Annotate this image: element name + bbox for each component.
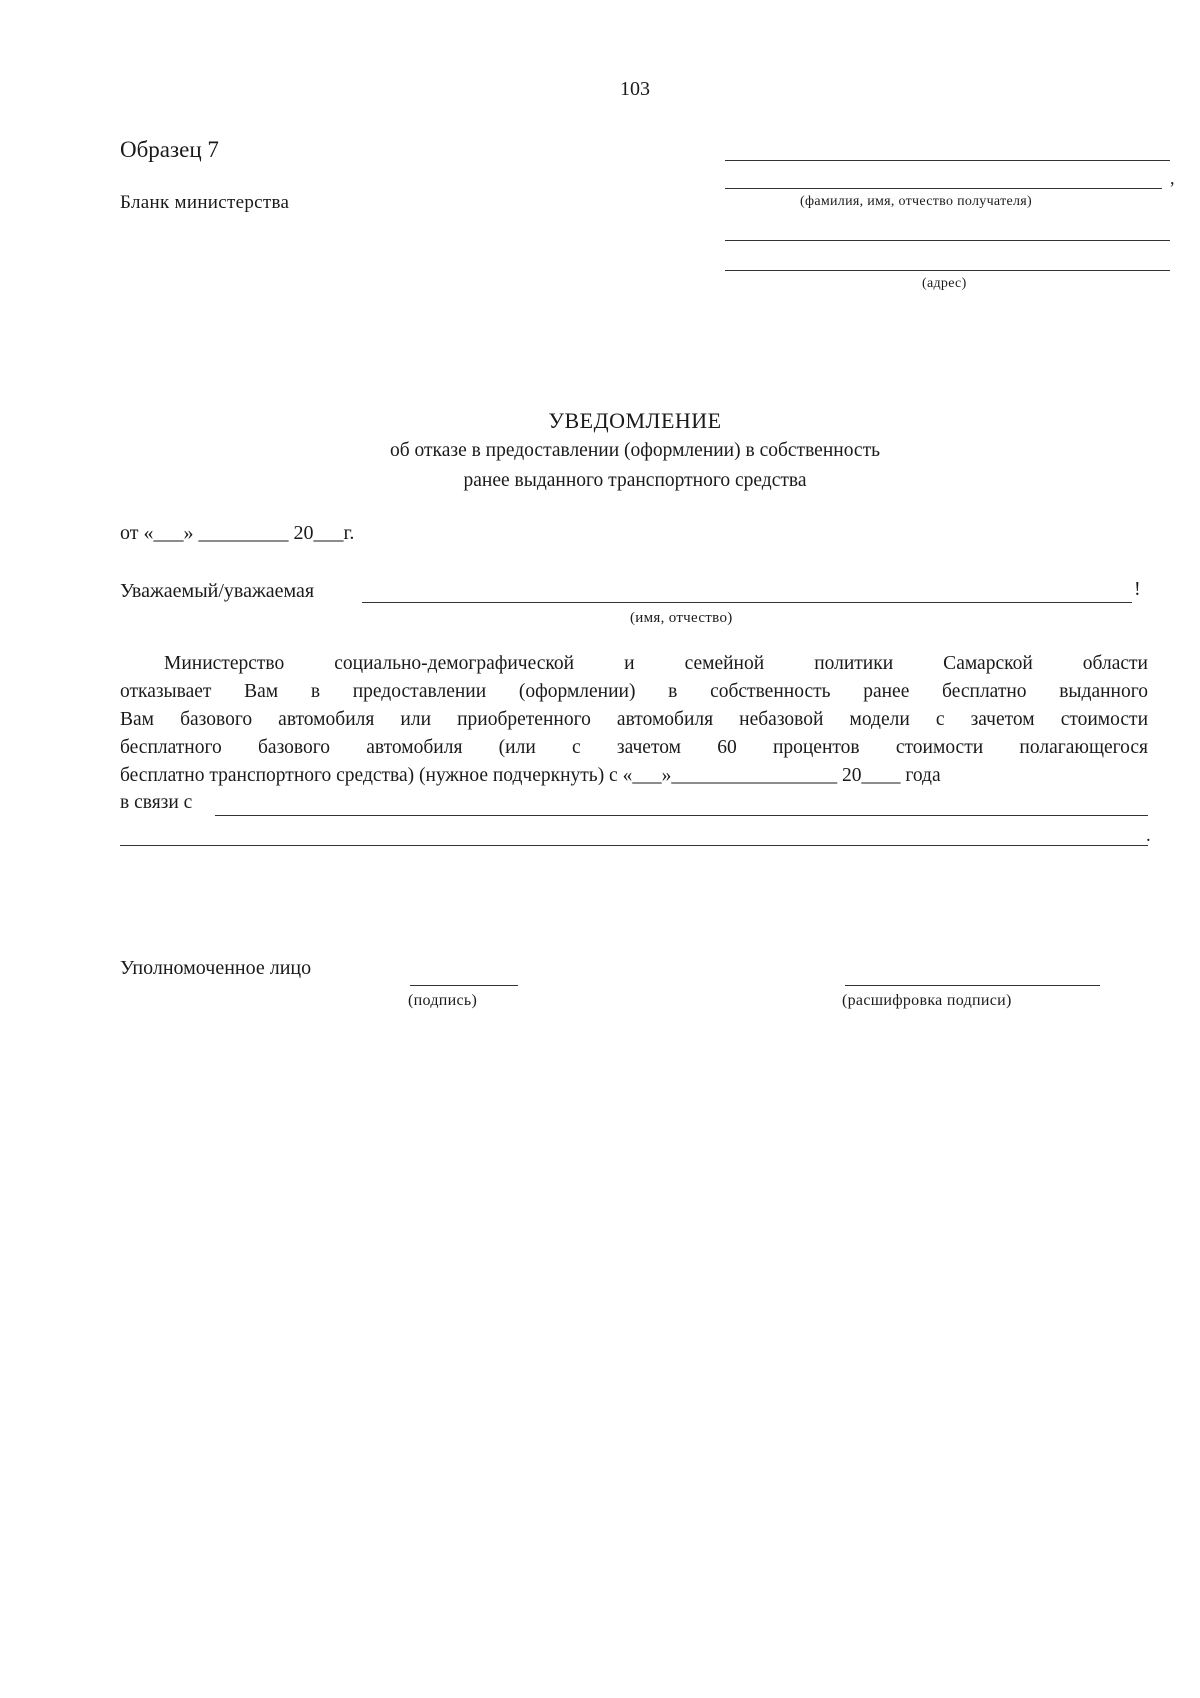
greeting-exclamation: ! — [1134, 578, 1141, 600]
reason-label: в связи с — [120, 792, 193, 813]
body-line-5: бесплатно транспортного средства) (нужное подчеркнуть) с «___»_________________ 20____ года — [120, 765, 941, 786]
body-line-2: отказывает Вам в предоставлении (оформлении) в собственность ранее бесплатно выданного — [120, 681, 1148, 702]
body-line-3: Вам базового автомобиля или приобретенного автомобиля небазовой модели с зачетом стоимости — [120, 709, 1148, 730]
signature-decoding-line — [845, 985, 1100, 986]
recipient-line-2 — [725, 188, 1162, 189]
address-line-2 — [725, 270, 1170, 271]
body-paragraph — [120, 650, 1148, 790]
signature-line — [410, 985, 518, 986]
reason-period: . — [1146, 825, 1151, 846]
body-line-1: Министерство социально-демографической и семейной политики Самарской области — [164, 653, 1148, 674]
address-caption: (адрес) — [922, 276, 967, 291]
signature-decoding-caption: (расшифровка подписи) — [842, 992, 1012, 1009]
page-number: 103 — [620, 78, 650, 100]
reason-line-2 — [120, 845, 1148, 846]
date-line: от «___» _________ 20___г. — [120, 522, 355, 544]
document-subtitle-line-2: ранее выданного транспортного средства — [463, 470, 807, 491]
document-subtitle-line-1: об отказе в предоставлении (оформлении) в собственность — [389, 440, 881, 461]
body-line-4: бесплатного базового автомобиля (или с зачетом 60 процентов стоимости полагающегося — [120, 737, 1148, 758]
authorized-person-label: Уполномоченное лицо — [120, 957, 312, 979]
greeting-label: Уважаемый/уважаемая — [120, 580, 315, 602]
document-title: УВЕДОМЛЕНИЕ — [548, 408, 722, 433]
signature-caption: (подпись) — [408, 992, 478, 1009]
address-line-1 — [725, 240, 1170, 241]
sample-label: Образец 7 — [120, 137, 219, 162]
recipient-line-1 — [725, 160, 1170, 161]
greeting-caption: (имя, отчество) — [630, 610, 733, 626]
greeting-name-line — [362, 602, 1132, 603]
recipient-caption: (фамилия, имя, отчество получателя) — [800, 194, 1032, 209]
recipient-comma: , — [1170, 168, 1175, 188]
reason-line-1 — [215, 815, 1148, 816]
ministry-blank-label: Бланк министерства — [120, 192, 290, 213]
